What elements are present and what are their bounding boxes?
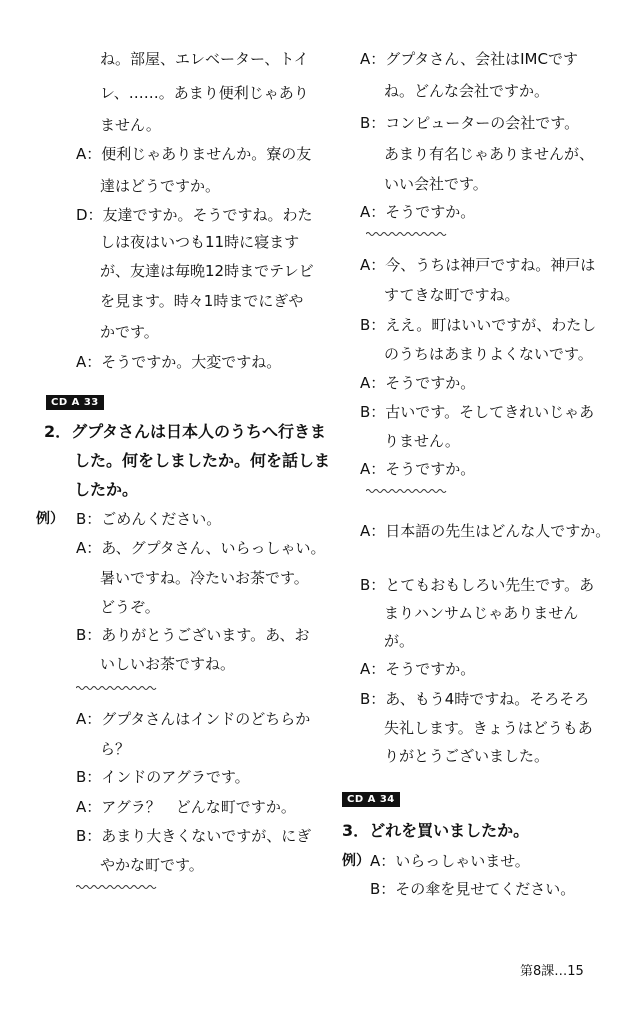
- dialog-line: B：ありがとうございます。あ、お: [76, 626, 310, 644]
- dialog-line: が。: [384, 632, 415, 650]
- dialog-line: A：あ、グプタさん、いらっしゃい。: [76, 539, 326, 557]
- text-line: ません。: [100, 116, 161, 134]
- example-label: 例）: [36, 511, 64, 527]
- dialog-line: りがとうございました。: [384, 747, 550, 765]
- dialog-line: B：インドのアグラです。: [76, 768, 250, 786]
- dialog-line: りません。: [384, 432, 460, 450]
- dialog-line: A：今、うちは神戸ですね。神戸は: [360, 256, 596, 274]
- section-heading: 3．どれを買いましたか。: [342, 821, 530, 840]
- dialog-line: いい会社です。: [384, 175, 488, 193]
- cd-track-label: CD A 33: [46, 395, 104, 410]
- text-line: A：そうですか。大変ですね。: [76, 353, 282, 371]
- example-label: 例）: [342, 853, 370, 869]
- dialog-line: A：そうですか。: [360, 460, 476, 478]
- dialog-line: B：とてもおもしろい先生です。あ: [360, 576, 595, 594]
- wave-divider: [366, 231, 448, 237]
- text-line: 達はどうですか。: [100, 177, 221, 195]
- dialog-line: B：ごめんください。: [76, 510, 222, 528]
- dialog-line: A：いらっしゃいませ。: [370, 852, 530, 870]
- dialog-line: やかな町です。: [100, 856, 204, 874]
- dialog-line: B：古いです。そしてきれいじゃあ: [360, 403, 595, 421]
- section-heading: したか。: [74, 480, 139, 499]
- dialog-line: A：そうですか。: [360, 203, 476, 221]
- wave-divider: [76, 685, 158, 691]
- dialog-line: B：ええ。町はいいですが、わたし: [360, 316, 597, 334]
- cd-track-label: CD A 34: [342, 792, 400, 807]
- wave-divider: [366, 488, 448, 494]
- dialog-line: あまり有名じゃありませんが、: [384, 145, 595, 163]
- text-line: A：便利じゃありませんか。寮の友: [76, 145, 312, 163]
- dialog-line: ね。どんな会社ですか。: [384, 82, 550, 100]
- text-line: レ、……。あまり便利じゃあり: [100, 84, 309, 102]
- dialog-line: いしいお茶ですね。: [100, 655, 236, 673]
- text-line: を見ます。時々1時までにぎや: [100, 292, 304, 310]
- dialog-line: A：アグラ？ どんな町ですか。: [76, 798, 296, 816]
- text-line: しは夜はいつも11時に寝ます: [100, 233, 300, 251]
- dialog-line: A：グプタさん、会社はIMCです: [360, 50, 578, 68]
- dialog-line: A：そうですか。: [360, 660, 476, 678]
- text-line: が、友達は毎晩12時までテレビ: [100, 262, 314, 280]
- text-line: D：友達ですか。そうですね。わた: [76, 206, 313, 224]
- section-heading: した。何をしましたか。何を話しま: [74, 451, 331, 470]
- dialog-line: A：日本語の先生はどんな人ですか。: [360, 522, 611, 540]
- text-line: かです。: [100, 323, 159, 341]
- dialog-line: B：コンピューターの会社です。: [360, 114, 580, 132]
- dialog-line: 失礼します。きょうはどうもあ: [384, 719, 593, 737]
- dialog-line: のうちはあまりよくないです。: [384, 345, 593, 363]
- page-footer: 第8課…15: [520, 964, 584, 979]
- dialog-line: すてきな町ですね。: [384, 286, 520, 304]
- dialog-line: ら？: [100, 740, 131, 758]
- dialog-line: B：あ、もう4時ですね。そろそろ: [360, 690, 590, 708]
- dialog-line: A：グプタさんはインドのどちらか: [76, 710, 311, 728]
- dialog-line: B：あまり大きくないですが、にぎ: [76, 827, 312, 845]
- dialog-line: まりハンサムじゃありません: [384, 604, 579, 622]
- dialog-line: B：その傘を見せてください。: [370, 880, 576, 898]
- dialog-line: どうぞ。: [100, 598, 160, 616]
- text-line: ね。部屋、エレベーター、トイ: [100, 50, 309, 68]
- section-heading: 2．グプタさんは日本人のうちへ行きま: [44, 422, 327, 441]
- dialog-line: 暑いですね。冷たいお茶です。: [100, 569, 309, 587]
- wave-divider: [76, 884, 158, 890]
- dialog-line: A：そうですか。: [360, 374, 476, 392]
